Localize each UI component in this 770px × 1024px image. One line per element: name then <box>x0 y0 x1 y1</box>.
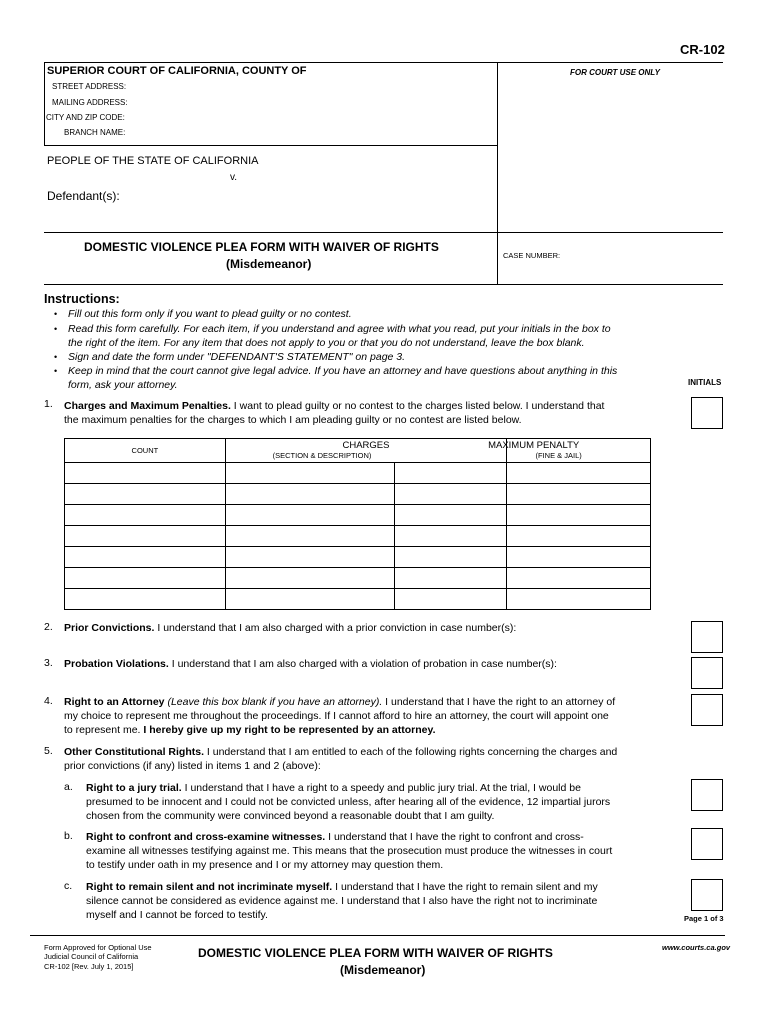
count-cell[interactable] <box>65 547 226 568</box>
item-2-line <box>64 621 516 635</box>
item-5-line-2: prior convictions (if any) listed in items 1 and 2 (above): <box>64 760 321 772</box>
charges-row <box>65 568 651 589</box>
item-5b-line-2: examine all witnesses testifying against me. This means that the prosecution must produce the witnesses in court <box>86 845 613 857</box>
item-1-text: I want to plead guilty or no contest to the charges listed below. I understand that <box>230 400 605 412</box>
item-1-line-1 <box>64 399 604 413</box>
footer-council: Judicial Council of California <box>44 952 139 961</box>
form-subtitle: (Misdemeanor) <box>226 257 312 271</box>
bullet: • <box>54 366 58 376</box>
item-5a-line-3: chosen from the community were convinced beyond a reasonable doubt that I am guilty. <box>86 810 495 822</box>
charges-row <box>65 589 651 610</box>
footer-subtitle: (Misdemeanor) <box>340 963 426 977</box>
item-1-line-2: the maximum penalties for the charges to which I am pleading guilty or no contest are listed below. <box>64 414 522 426</box>
item-5-title: Other Constitutional Rights. <box>64 746 204 758</box>
item-4-waiver: I hereby give up my right to be represented by an attorney. <box>143 724 436 736</box>
header-divider <box>497 62 498 284</box>
item-5a-number: a. <box>64 781 73 793</box>
form-number: CR-102 <box>680 42 725 57</box>
charges-row <box>65 505 651 526</box>
initials-box-4[interactable] <box>691 694 723 726</box>
people-label: PEOPLE OF THE STATE OF CALIFORNIA <box>47 155 259 167</box>
initials-box-5b[interactable] <box>691 828 723 860</box>
item-3-text: I understand that I am also charged with a violation of probation in case number(s): <box>168 658 557 670</box>
penalty-cell[interactable] <box>507 505 651 526</box>
charges-cell[interactable] <box>225 463 395 484</box>
item-4-note: (Leave this box blank if you have an attorney). <box>164 696 383 708</box>
charges-cell[interactable] <box>225 568 395 589</box>
versus-label: v. <box>230 172 238 183</box>
charges-table <box>64 438 651 610</box>
item-5b-line-1: Right to confront and cross-examine witnesses. I understand that I have the right to confront and cross- <box>86 831 584 843</box>
item-4-number: 4. <box>44 695 53 707</box>
bullet: • <box>54 324 58 334</box>
count-cell[interactable] <box>65 484 226 505</box>
parties-bottom-rule <box>44 232 723 233</box>
item-2-title: Prior Convictions. <box>64 622 155 634</box>
item-2-number: 2. <box>44 621 53 633</box>
header-top-rule <box>44 62 723 63</box>
instructions-heading: Instructions: <box>44 292 120 306</box>
charges-cell-2[interactable] <box>395 526 507 547</box>
footer-website[interactable]: www.courts.ca.gov <box>662 943 731 952</box>
item-5b-title: Right to confront and cross-examine witnesses. <box>86 831 326 843</box>
item-5c-line-2: silence cannot be considered as evidence against me. I understand that I also have the right not to incriminate <box>86 895 598 907</box>
charges-cell[interactable] <box>225 589 395 610</box>
penalty-cell[interactable] <box>507 526 651 547</box>
charges-cell[interactable] <box>225 526 395 547</box>
mailing-address-label: MAILING ADDRESS: <box>52 98 128 107</box>
instruction-4b: form, ask your attorney. <box>68 379 178 391</box>
title-bottom-rule <box>44 284 723 285</box>
charges-row <box>65 463 651 484</box>
count-cell[interactable] <box>65 589 226 610</box>
initials-box-5c[interactable] <box>691 879 723 911</box>
charges-cell-2[interactable] <box>395 568 507 589</box>
charges-cell-2[interactable] <box>395 463 507 484</box>
penalty-cell[interactable] <box>507 589 651 610</box>
footer-approved: Form Approved for Optional Use <box>44 943 152 952</box>
bullet: • <box>54 309 58 319</box>
charges-header: CHARGES (SECTION & DESCRIPTION) <box>225 439 507 463</box>
initials-box-1[interactable] <box>691 397 723 429</box>
item-5-number: 5. <box>44 745 53 757</box>
footer-rule <box>30 935 725 936</box>
item-5b-line-3: to testify under oath in my presence and I or my attorney may question them. <box>86 859 444 871</box>
for-court-use-label: FOR COURT USE ONLY <box>570 68 660 77</box>
footer-revision: CR-102 [Rev. July 1, 2015] <box>44 962 134 971</box>
city-zip-label: CITY AND ZIP CODE: <box>46 113 125 122</box>
bullet: • <box>54 352 58 362</box>
header-left-edge <box>44 62 45 145</box>
charges-cell[interactable] <box>225 484 395 505</box>
instruction-2a: Read this form carefully. For each item, if you understand and agree with what you read, put your initials in the box to <box>68 323 611 335</box>
instruction-2b: the right of the item. For any item that does not apply to you or that you do not understand, leave the box blank. <box>68 337 585 349</box>
charges-row <box>65 547 651 568</box>
item-4-line-2: my choice to represent me throughout the proceedings. If I cannot afford to hire an attorney, the court will appoint one <box>64 710 609 722</box>
instruction-3: Sign and date the form under "DEFENDANT'S STATEMENT" on page 3. <box>68 351 406 363</box>
branch-name-label: BRANCH NAME: <box>64 128 126 137</box>
item-5c-line-1: Right to remain silent and not incriminate myself. I understand that I have the right to remain silent and my <box>86 881 598 893</box>
item-5c-title: Right to remain silent and not incriminate myself. <box>86 881 333 893</box>
court-info-bottom-rule <box>44 145 497 146</box>
item-2-text: I understand that I am also charged with a prior conviction in case number(s): <box>154 622 517 634</box>
form-title: DOMESTIC VIOLENCE PLEA FORM WITH WAIVER OF RIGHTS <box>84 240 439 254</box>
charges-cell[interactable] <box>225 505 395 526</box>
charges-cell-2[interactable] <box>395 484 507 505</box>
item-5b-number: b. <box>64 830 73 842</box>
page-number: Page 1 of 3 <box>684 914 724 923</box>
count-header: COUNT <box>65 439 226 463</box>
charges-row <box>65 484 651 505</box>
item-4-line-1 <box>64 695 615 709</box>
footer-title: DOMESTIC VIOLENCE PLEA FORM WITH WAIVER OF RIGHTS <box>198 946 553 960</box>
case-number-label: CASE NUMBER: <box>503 251 561 260</box>
charges-cell-2[interactable] <box>395 589 507 610</box>
count-cell[interactable] <box>65 463 226 484</box>
initials-box-3[interactable] <box>691 657 723 689</box>
count-cell[interactable] <box>65 526 226 547</box>
item-4-text: I understand that I have the right to an attorney of <box>382 696 616 708</box>
charges-cell[interactable] <box>225 547 395 568</box>
item-5a-line-1: Right to a jury trial. I understand that I have a right to a speedy and public jury trial. At the trial, I would be <box>86 782 581 794</box>
item-1-number: 1. <box>44 398 53 410</box>
instruction-4a: Keep in mind that the court cannot give legal advice. If you have an attorney and have questions about anything in this <box>68 365 618 377</box>
item-5-line-1 <box>64 745 617 759</box>
item-5a-line-2: presumed to be innocent and I could not be convicted unless, after hearing all of the evidence, 12 impartial jurors <box>86 796 611 808</box>
charges-cell-2[interactable] <box>395 547 507 568</box>
item-3-title: Probation Violations. <box>64 658 169 670</box>
item-5-text: I understand that I am entitled to each of the following rights concerning the charges and <box>204 746 618 758</box>
penalty-header: MAXIMUM PENALTY (FINE & JAIL) <box>507 439 651 463</box>
initials-box-5a[interactable] <box>691 779 723 811</box>
item-4-line-3: to represent me. I hereby give up my right to be represented by an attorney. <box>64 724 436 736</box>
item-5c-number: c. <box>64 880 73 892</box>
count-cell[interactable] <box>65 505 226 526</box>
count-cell[interactable] <box>65 568 226 589</box>
item-4-title: Right to an Attorney <box>64 696 165 708</box>
penalty-cell[interactable] <box>507 568 651 589</box>
initials-box-2[interactable] <box>691 621 723 653</box>
item-5c-line-3: myself and I cannot be forced to testify. <box>86 909 268 921</box>
court-name: SUPERIOR COURT OF CALIFORNIA, COUNTY OF <box>47 65 307 77</box>
item-3-number: 3. <box>44 657 53 669</box>
street-address-label: STREET ADDRESS: <box>52 82 127 91</box>
penalty-cell[interactable] <box>507 463 651 484</box>
instruction-1: Fill out this form only if you want to plead guilty or no contest. <box>68 308 352 320</box>
defendants-label: Defendant(s): <box>47 189 120 203</box>
item-5a-title: Right to a jury trial. <box>86 782 182 794</box>
penalty-cell[interactable] <box>507 547 651 568</box>
charges-cell-2[interactable] <box>395 505 507 526</box>
charges-row <box>65 526 651 547</box>
initials-label: INITIALS <box>688 378 722 387</box>
penalty-cell[interactable] <box>507 484 651 505</box>
item-3-line <box>64 657 557 671</box>
charges-table-header <box>65 439 651 463</box>
item-1-title: Charges and Maximum Penalties. <box>64 400 231 412</box>
